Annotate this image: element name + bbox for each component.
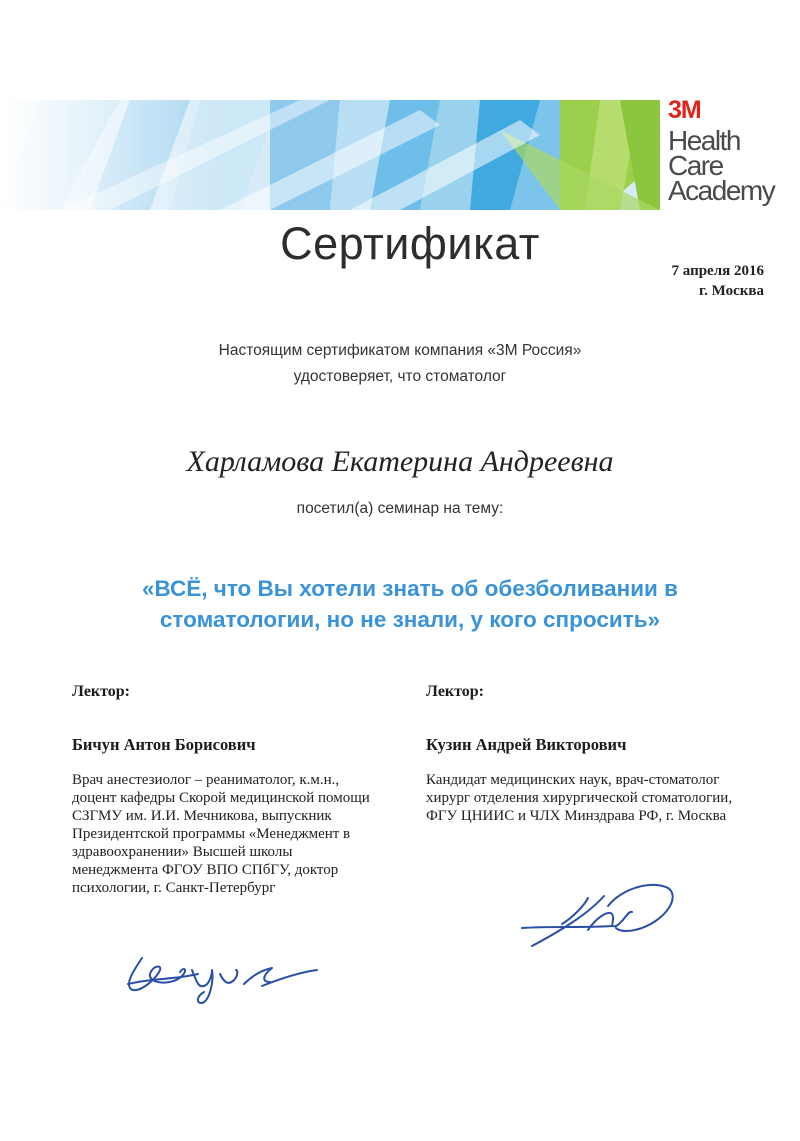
lecturer-bio — [426, 771, 776, 825]
topic-line-1: «ВСЁ, что Вы хотели знать об обезболивании в — [142, 576, 678, 601]
bio-line: Президентской программы «Менеджмент в — [72, 826, 351, 842]
bio-line: менеджмента ФГОУ ВПО СПбГУ, доктор — [72, 862, 339, 878]
lecturer-2 — [426, 683, 776, 825]
lecturer-1 — [72, 683, 402, 897]
bio-line: психологии, г. Санкт-Петербург — [72, 880, 276, 896]
intro-line-1: Настоящим сертификатом компания «3М Россия» — [218, 342, 582, 359]
health-care-academy-wordmark — [668, 125, 798, 206]
lecturer-label: Лектор: — [72, 683, 131, 700]
logo-3m: 3M — [668, 96, 701, 124]
certificate-city: г. Москва — [699, 283, 764, 299]
bio-line: СЗГМУ им. И.И. Мечникова, выпускник — [72, 808, 332, 824]
lecturer-name: Бичун Антон Борисович — [72, 735, 256, 754]
bio-line: Кандидат медицинских наук, врач-стоматолог — [426, 772, 720, 788]
banner-stripes-graphic — [0, 100, 660, 210]
bio-line: здравоохранении» Высшей школы — [72, 844, 293, 860]
intro-line-2: удостоверяет, что стоматолог — [293, 368, 507, 385]
certificate-title: Сертификат — [280, 218, 540, 269]
intro-text — [0, 338, 800, 390]
bio-line: Врач анестезиолог – реаниматолог, к.м.н., — [72, 772, 340, 788]
signature-2-graphic — [512, 866, 682, 956]
brand-line-1: Health — [668, 125, 740, 156]
signature-1-graphic — [112, 940, 322, 1010]
signature-lecturer-2 — [512, 866, 682, 956]
signature-lecturer-1 — [112, 940, 322, 1010]
date-location — [672, 261, 764, 301]
certificate-date: 7 апреля 2016 — [671, 263, 764, 279]
bio-line: хирург отделения хирургической стоматологии, — [426, 790, 733, 806]
lecturer-bio — [72, 771, 402, 897]
brand-line-3: Academy — [668, 175, 775, 206]
bio-line: ФГУ ЦНИИС и ЧЛХ Минздрава РФ, г. Москва — [426, 808, 727, 824]
lecturer-label: Лектор: — [426, 683, 485, 700]
decorative-banner — [0, 100, 660, 210]
bio-line: доцент кафедры Скорой медицинской помощи — [72, 790, 370, 806]
lecturer-name: Кузин Андрей Викторович — [426, 735, 627, 754]
brand-line-2: Care — [668, 150, 723, 181]
seminar-topic — [60, 573, 760, 635]
recipient-name: Харламова Екатерина Андреевна — [186, 445, 614, 478]
topic-line-2: стоматологии, но не знали, у кого спросить» — [159, 607, 661, 632]
attended-text: посетил(а) семинар на тему: — [296, 500, 504, 517]
brand-logo — [668, 96, 798, 206]
